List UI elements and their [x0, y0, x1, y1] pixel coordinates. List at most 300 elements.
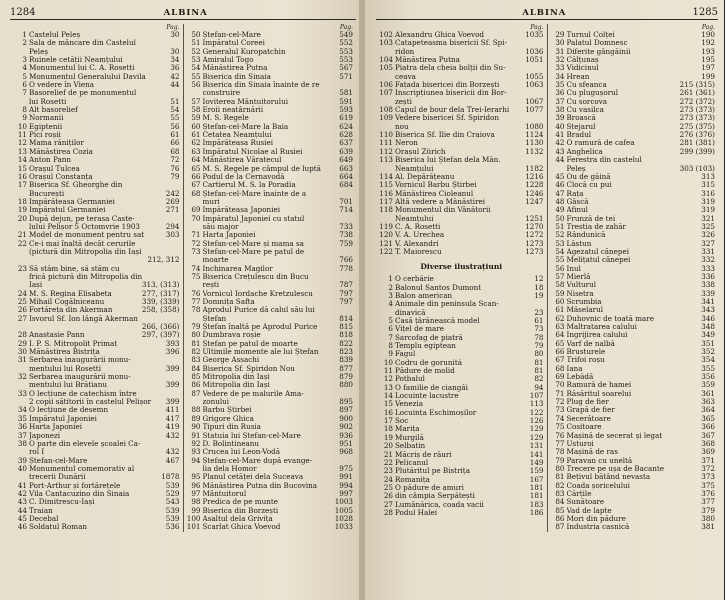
index-entry	[187, 215, 354, 223]
entry-title: lui Rosetti	[29, 97, 67, 106]
entry-page: 129	[529, 425, 544, 434]
index-entry	[187, 48, 354, 56]
entry-page: 331	[701, 247, 715, 256]
index-entry	[379, 509, 544, 517]
entry-page: 877	[339, 364, 353, 373]
entry-number: 30	[555, 39, 565, 48]
entry-number: 25	[383, 483, 393, 492]
entry-number: 38	[17, 439, 27, 448]
index-entry	[551, 482, 716, 490]
entry-title: Casă țărănească model	[395, 317, 480, 325]
index-entry	[13, 381, 180, 389]
entry-number: 122	[379, 247, 393, 256]
index-entry	[379, 350, 544, 358]
index-entry	[379, 425, 544, 433]
entry-page: 787	[339, 281, 353, 290]
index-entry	[13, 406, 180, 414]
index-entry	[379, 190, 544, 198]
index-entry	[379, 375, 544, 383]
index-entry	[551, 48, 716, 56]
entry-title: Palatul Domnesc	[566, 39, 628, 48]
entry-title: V. Alexandri	[395, 239, 439, 248]
entry-page: 273 (373)	[679, 106, 715, 115]
entry-page: 122	[529, 408, 544, 417]
index-entry	[379, 300, 544, 308]
entry-page: 303 (103)	[679, 164, 715, 173]
entry-title: Împăratul Japoniei	[29, 414, 97, 423]
index-entry	[551, 148, 716, 156]
entry-number: 51	[555, 222, 565, 231]
entry-page: 380	[701, 514, 715, 523]
entry-title: Locuința Eschimoșilor	[395, 408, 477, 417]
entry-page: 364	[701, 406, 715, 415]
entry-title: Sarcofag de piatră	[395, 333, 463, 342]
index-entry	[379, 334, 544, 342]
entry-number: 9	[388, 350, 393, 359]
entry-page: 880	[339, 381, 353, 390]
index-entry	[379, 484, 544, 492]
entry-page: 1067	[525, 97, 544, 106]
entry-number: 9	[22, 114, 27, 123]
entry-page: 273 (373)	[679, 114, 715, 123]
index-entry	[551, 381, 716, 389]
index-entry	[379, 106, 544, 114]
entry-page: 797	[339, 289, 353, 298]
entry-page: 197	[701, 64, 715, 73]
index-entry	[187, 139, 354, 147]
entry-number: 53	[191, 56, 201, 65]
entry-title: Pici roșii	[29, 131, 61, 140]
entry-title: Domnița Safta	[202, 298, 255, 306]
entry-number: 57	[555, 272, 565, 281]
entry-title: Orașul Constanța	[29, 172, 93, 181]
index-entry	[13, 273, 180, 281]
entry-title: Ruinele cetății Neamțului	[29, 56, 123, 65]
entry-page: 12	[534, 275, 544, 284]
entry-title: Coada șoricelului	[566, 481, 630, 490]
entry-title: Fațada bisericei din Borzești	[395, 81, 500, 90]
entry-number: 57	[191, 97, 201, 106]
entry-title: Piatra dela cheia bolții din Su-	[395, 64, 506, 73]
entry-title: Ingrijirea calului	[566, 331, 628, 340]
entry-title: Altă vedere a Mănăstirei	[395, 197, 486, 206]
entry-page	[178, 373, 180, 381]
entry-page: 1273	[525, 247, 544, 256]
entry-number: 89	[191, 414, 201, 423]
index-entry	[187, 64, 354, 72]
entry-page: 1251	[525, 214, 544, 223]
entry-title: său major	[202, 222, 239, 231]
entry-page: 61	[170, 131, 180, 140]
index-entry	[551, 373, 716, 381]
entry-number: 38	[555, 106, 565, 115]
entry-title: Împăratul Nicolae al Rusiei	[202, 147, 303, 156]
entry-number: 20	[17, 214, 27, 223]
entry-page: 79	[534, 342, 544, 351]
entry-number: 37	[17, 431, 27, 440]
left-magazine-title: ALBINA	[163, 8, 208, 18]
index-entry	[13, 73, 180, 81]
entry-title: Ștefan-cel-Mare și mama sa	[202, 239, 304, 248]
entry-number: 49	[555, 206, 565, 215]
entry-number: 83	[191, 356, 201, 365]
index-entry	[551, 457, 716, 465]
entry-title: Anghelica	[566, 147, 603, 156]
entry-page: 373	[701, 473, 715, 482]
index-entry	[551, 265, 716, 273]
entry-title: Secerătoare	[566, 414, 611, 423]
entry-title: Balon american	[395, 291, 453, 300]
entry-number: 114	[379, 172, 393, 181]
entry-title: Mori din pădure	[566, 514, 626, 523]
entry-title: Ferestra din castelul	[566, 156, 642, 165]
entry-page: 543	[165, 498, 180, 507]
entry-number: 67	[191, 181, 201, 190]
entry-number: 84	[555, 498, 565, 507]
entry-title: Eroii neatârnării	[202, 106, 264, 115]
entry-number: 17	[383, 417, 393, 426]
entry-number: 90	[191, 423, 201, 432]
entry-page: 381	[701, 523, 715, 532]
entry-title: Inscripțiunea bisericii din Bor-	[395, 89, 507, 98]
entry-number: 43	[555, 147, 565, 156]
entry-title: Ștefan pe patul de moarte	[202, 339, 298, 348]
entry-number: 77	[191, 298, 201, 306]
index-entry	[379, 248, 544, 256]
entry-page	[178, 390, 180, 398]
entry-title: Împărăteasa Rusiei	[202, 139, 274, 148]
entry-page: 183	[529, 500, 544, 509]
index-entry	[187, 281, 354, 289]
index-entry	[551, 98, 716, 106]
entry-title: Lumânărica, coada vacii	[395, 500, 484, 509]
entry-number: 53	[555, 239, 565, 248]
entry-title: Decebal	[29, 514, 59, 523]
entry-page: 80	[534, 350, 544, 359]
index-entry	[13, 440, 180, 448]
entry-number: 10	[17, 122, 27, 131]
index-entry	[13, 515, 180, 523]
entry-title: Mântuitorul	[202, 489, 247, 498]
entry-page: 1080	[525, 122, 544, 131]
entry-page	[178, 273, 180, 281]
entry-page: 593	[339, 106, 353, 115]
entry-page: 536	[165, 523, 180, 532]
index-entry	[187, 473, 354, 481]
index-entry	[379, 325, 544, 333]
entry-page: 539	[165, 481, 180, 490]
entry-number: 31	[17, 356, 27, 365]
entry-page: 129	[529, 433, 544, 442]
entry-page: 649	[339, 156, 353, 165]
entry-title: mentului lui Brătianu	[29, 381, 107, 390]
entry-number: 120	[379, 231, 393, 240]
entry-title: Tipuri din Rusia	[202, 423, 261, 432]
entry-page: 36	[170, 64, 180, 73]
entry-title: Vila Cantacuzino din Sinaia	[29, 489, 130, 498]
entry-number: 92	[191, 439, 201, 448]
index-entry	[187, 457, 354, 465]
entry-page	[351, 273, 353, 281]
entry-number: 25	[17, 298, 27, 306]
entry-page: 375	[701, 481, 715, 490]
entry-title: Potbalul	[395, 375, 425, 384]
entry-number: 75	[191, 272, 201, 281]
entry-number: 72	[555, 398, 565, 407]
entry-title: O familie de ciangăi	[395, 383, 468, 392]
entry-page: 339	[701, 289, 715, 298]
entry-number: 3	[388, 291, 393, 300]
entry-title: Ștefan-cel-Mare înainte de a	[202, 189, 307, 198]
entry-page: 664	[339, 172, 353, 181]
entry-number: 29	[17, 339, 27, 348]
index-entry	[187, 306, 354, 314]
entry-title: Venezia	[395, 400, 424, 409]
entry-number: 96	[191, 481, 201, 490]
entry-page: 266, (366)	[141, 323, 180, 332]
entry-title: Mitropolia din Iași	[202, 373, 270, 382]
entry-number: 15	[383, 400, 393, 409]
index-entry	[187, 348, 354, 356]
entry-title: Iana	[566, 364, 583, 373]
index-entry	[13, 248, 180, 256]
index-entry	[13, 348, 180, 356]
entry-page: 192	[701, 39, 715, 48]
index-entry	[379, 459, 544, 467]
entry-title: Hrean	[566, 72, 590, 81]
entry-page: 1005	[334, 506, 353, 515]
entry-title: Crucea lui Leon-Vodă	[202, 448, 281, 457]
entry-page: 663	[339, 164, 353, 173]
entry-page: 81	[534, 358, 544, 367]
entry-page: 628	[339, 131, 353, 140]
entry-number: 119	[379, 222, 393, 231]
entry-title: Trestia de zahăr	[566, 222, 626, 231]
entry-title: rol I	[29, 448, 45, 457]
entry-page: 23	[534, 308, 544, 317]
entry-title: Orașul Tulcea	[29, 164, 80, 173]
index-entry	[187, 398, 354, 406]
entry-number: 13	[17, 147, 27, 156]
entry-number: 64	[555, 331, 565, 340]
entry-page: 79	[170, 172, 180, 181]
index-entry	[551, 490, 716, 498]
index-entry	[551, 81, 716, 89]
entry-number: 55	[555, 256, 565, 265]
entry-title: Ou de găină	[566, 172, 611, 181]
entry-title: Răsăritul soarelui	[566, 389, 632, 398]
index-entry	[379, 31, 544, 39]
index-entry	[379, 367, 544, 375]
entry-page: 1878	[161, 473, 180, 482]
entry-page	[351, 190, 353, 198]
index-entry	[13, 123, 180, 131]
entry-page: 212, 312	[147, 256, 180, 265]
index-entry	[551, 365, 716, 373]
index-entry	[13, 265, 180, 273]
entry-number: 45	[17, 514, 27, 523]
entry-title: Neamțului	[395, 214, 434, 223]
entry-title: Anton Pann	[29, 156, 72, 165]
entry-page: 333	[701, 264, 715, 273]
entry-title: Trecere pe ușa de Bacante	[566, 464, 665, 473]
entry-page	[178, 89, 180, 97]
entry-title: Alexandru Ghica Voevod	[395, 31, 485, 39]
entry-title: Duhovnic de toată mare	[566, 314, 655, 323]
index-entry	[379, 384, 544, 392]
index-entry	[187, 148, 354, 156]
book-gutter	[359, 0, 365, 600]
entry-page: 553	[339, 47, 353, 56]
entry-number: 69	[191, 206, 201, 215]
entry-number: 70	[191, 214, 201, 223]
entry-number: 82	[555, 481, 565, 490]
index-entry	[551, 131, 716, 139]
entry-title: Mașină de ras	[566, 448, 618, 457]
index-entry	[13, 206, 180, 214]
entry-number: 52	[191, 47, 201, 56]
entry-number: 27	[17, 314, 27, 323]
index-entry	[13, 231, 180, 239]
entry-number: 77	[555, 439, 565, 448]
index-entry	[13, 523, 180, 531]
entry-title: Melițatul cânepei	[566, 256, 631, 265]
entry-page	[351, 248, 353, 256]
entry-page: 30	[170, 31, 180, 39]
right-column-2	[547, 24, 719, 532]
entry-title: Scarlat Ghica Voevod	[202, 523, 281, 532]
entry-page: 341	[701, 298, 715, 306]
entry-page: 823	[339, 348, 353, 357]
entry-title: C. A. Rosetti	[395, 222, 441, 231]
entry-title: Mănăstirea Putna	[202, 64, 268, 73]
index-entry	[187, 523, 354, 531]
entry-number: 30	[17, 348, 27, 357]
entry-title: Biserica Sf. Gheorghe din	[29, 181, 123, 190]
entry-title: Peleș	[29, 47, 49, 56]
entry-page: 107	[529, 392, 544, 401]
index-entry	[551, 523, 716, 531]
entry-title	[29, 323, 140, 331]
entry-page: 684	[339, 181, 353, 190]
index-entry	[551, 290, 716, 298]
index-entry	[551, 39, 716, 47]
index-entry	[379, 131, 544, 139]
entry-number: 73	[191, 247, 201, 256]
entry-page: 195	[701, 56, 715, 65]
entry-number: 69	[555, 373, 565, 382]
entry-title: Pădure de molid	[395, 367, 455, 376]
entry-number: 59	[555, 289, 565, 298]
entry-title: Brusturele	[566, 348, 606, 357]
entry-page: 338	[701, 281, 715, 290]
entry-title: Codru de gorunitá	[395, 358, 463, 367]
entry-page: 78	[534, 333, 544, 342]
entry-title: Amiralul Togo	[202, 56, 254, 65]
entry-title: O lecțiune de desemn	[29, 406, 109, 415]
index-entry	[187, 265, 354, 273]
index-entry	[379, 400, 544, 408]
entry-page: 1124	[525, 131, 544, 140]
entry-number: 76	[555, 431, 565, 440]
index-entry	[13, 48, 180, 56]
index-entry	[187, 340, 354, 348]
entry-page: 42	[170, 72, 180, 81]
entry-page: 902	[339, 423, 353, 432]
entry-number: 46	[17, 523, 27, 532]
index-entry	[379, 442, 544, 450]
entry-number: 115	[379, 181, 393, 190]
entry-page: 994	[339, 481, 353, 490]
entry-number: 18	[17, 197, 27, 206]
entry-number: 58	[555, 281, 565, 290]
entry-number: 16	[383, 408, 393, 417]
index-entry	[187, 406, 354, 414]
entry-title: Vornicul Barbu Știrbei	[395, 181, 477, 190]
entry-page: 76	[170, 164, 180, 173]
entry-title: Serbarea inaugurării monu-	[29, 356, 131, 365]
index-entry	[187, 165, 354, 173]
entry-page	[542, 300, 544, 308]
entry-number: 76	[191, 289, 201, 298]
entry-page: 359	[701, 381, 715, 390]
index-entry	[187, 381, 354, 389]
entry-page: 549	[339, 31, 353, 39]
entry-page: 272 (372)	[679, 97, 715, 106]
entry-title: Rândunică	[566, 231, 606, 240]
entry-number: 63	[555, 323, 565, 332]
entry-page: 303	[165, 231, 180, 240]
entry-title: Castelul Peleș	[29, 31, 81, 39]
entry-page: 19	[534, 291, 544, 300]
entry-title: Normanii	[29, 114, 64, 123]
index-entry	[187, 432, 354, 440]
entry-number: 46	[555, 181, 565, 190]
entry-title: Plug de fier	[566, 398, 609, 407]
entry-page: 355	[701, 364, 715, 373]
right-page-number: 1285	[692, 7, 718, 18]
entry-page: 624	[339, 122, 353, 131]
entry-number: 50	[555, 214, 565, 223]
entry-page	[178, 215, 180, 223]
index-entry	[187, 106, 354, 114]
index-entry	[13, 98, 180, 106]
entry-title: Catapeteasma bisericii Sf. Spi-	[395, 39, 507, 48]
entry-page: 815	[339, 323, 353, 332]
index-entry	[551, 398, 716, 406]
entry-number: 40	[17, 464, 27, 473]
index-entry	[551, 306, 716, 314]
index-entry	[187, 290, 354, 298]
index-entry	[551, 331, 716, 339]
index-entry	[379, 81, 544, 89]
entry-title: Peleș	[566, 164, 586, 173]
index-entry	[379, 123, 544, 131]
entry-number: 34	[555, 72, 565, 81]
entry-page: 319	[701, 206, 715, 215]
entry-title: M. S. Regina Elisabeta	[29, 289, 112, 298]
entry-number: 2	[22, 39, 27, 48]
entry-number: 111	[379, 139, 393, 148]
entry-number: 70	[555, 381, 565, 390]
entry-number: 24	[383, 475, 393, 484]
entry-title: O lecțiune de catechism între	[29, 389, 137, 398]
index-entry	[379, 165, 544, 173]
entry-title: Basorelief de pe monumentul	[29, 89, 137, 98]
entry-title: Podul de la Cernavodă	[202, 172, 285, 181]
entry-number: 41	[555, 131, 565, 140]
entry-title: Fagul	[395, 350, 416, 359]
